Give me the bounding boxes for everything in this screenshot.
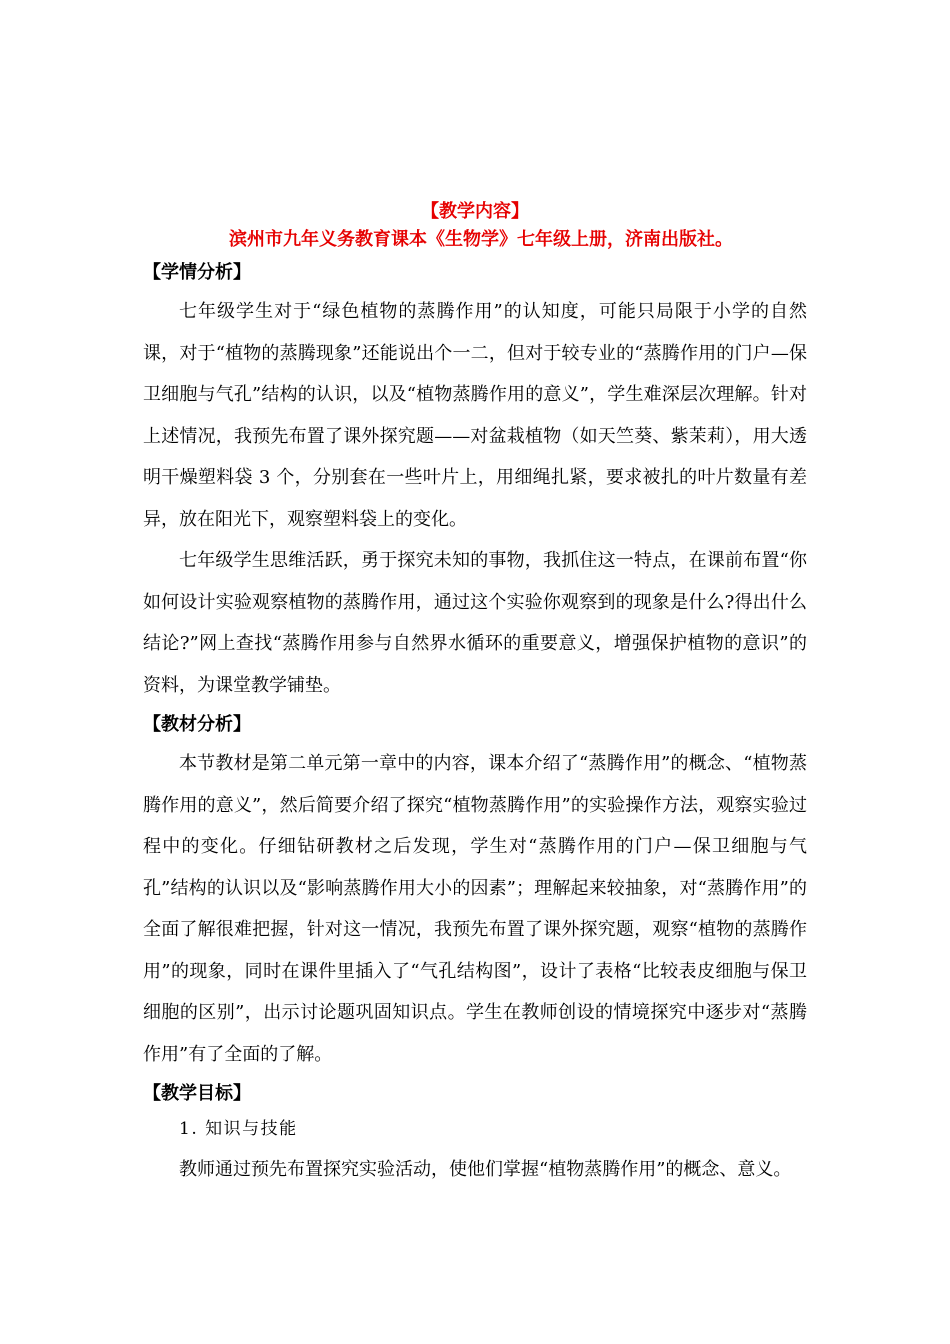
student-analysis-heading: 【学情分析】 [143, 262, 251, 283]
teaching-goals-paragraph-1: 教师通过预先布置探究实验活动，使他们掌握“植物蒸腾作用”的概念、意义。 [179, 1159, 792, 1180]
teaching-content-heading: 【教学内容】 [421, 201, 529, 222]
teaching-content-text: 滨州市九年义务教育课本《生物学》七年级上册，济南出版社。 [229, 229, 733, 250]
student-analysis-paragraph-2: 七年级学生思维活跃，勇于探究未知的事物，我抓住这一特点，在课前布置“你如何设计实验观察植物的蒸腾作用，通过这个实验你观察到的现象是什么?得出什么结论?”网上查找“蒸腾作用参与自然界水循环的重要意义，增强保护植物的意识”的资料，为课堂教学铺垫。 [143, 550, 807, 696]
textbook-analysis-paragraph-1: 本节教材是第二单元第一章中的内容，课本介绍了“蒸腾作用”的概念、“植物蒸腾作用的意义”，然后简要介绍了探究“植物蒸腾作用”的实验操作方法，观察实验过程中的变化。仔细钻研教材之后发现，学生对“蒸腾作用的门户—保卫细胞与气孔”结构的认识以及“影响蒸腾作用大小的因素”；理解起来较抽象，对“蒸腾作用”的全面了解很难把握，针对这一情况，我预先布置了课外探究题，观察“植物的蒸腾作用”的现象，同时在课件里插入了“气孔结构图”，设计了表格“比较表皮细胞与保卫细胞的区别”，出示讨论题巩固知识点。学生在教师创设的情境探究中逐步对“蒸腾作用”有了全面的了解。 [143, 753, 807, 1065]
teaching-goals-heading: 【教学目标】 [143, 1083, 251, 1104]
knowledge-skills-subheading: 1. 知识与技能 [179, 1119, 298, 1139]
document-body [143, 198, 807, 1191]
student-analysis-paragraph-1: 七年级学生对于“绿色植物的蒸腾作用”的认知度，可能只局限于小学的自然课，对于“植物的蒸腾现象”还能说出个一二，但对于较专业的“蒸腾作用的门户—保卫细胞与气孔”结构的认识，以及“植物蒸腾作用的意义”，学生难深层次理解。针对上述情况，我预先布置了课外探究题——对盆栽植物（如天竺葵、紫茉莉），用大透明干燥塑料袋 3 个，分别套在一些叶片上，用细绳扎紧，要求被扎的叶片数量有差异，放在阳光下，观察塑料袋上的变化。 [143, 301, 807, 530]
textbook-analysis-heading: 【教材分析】 [143, 714, 251, 735]
